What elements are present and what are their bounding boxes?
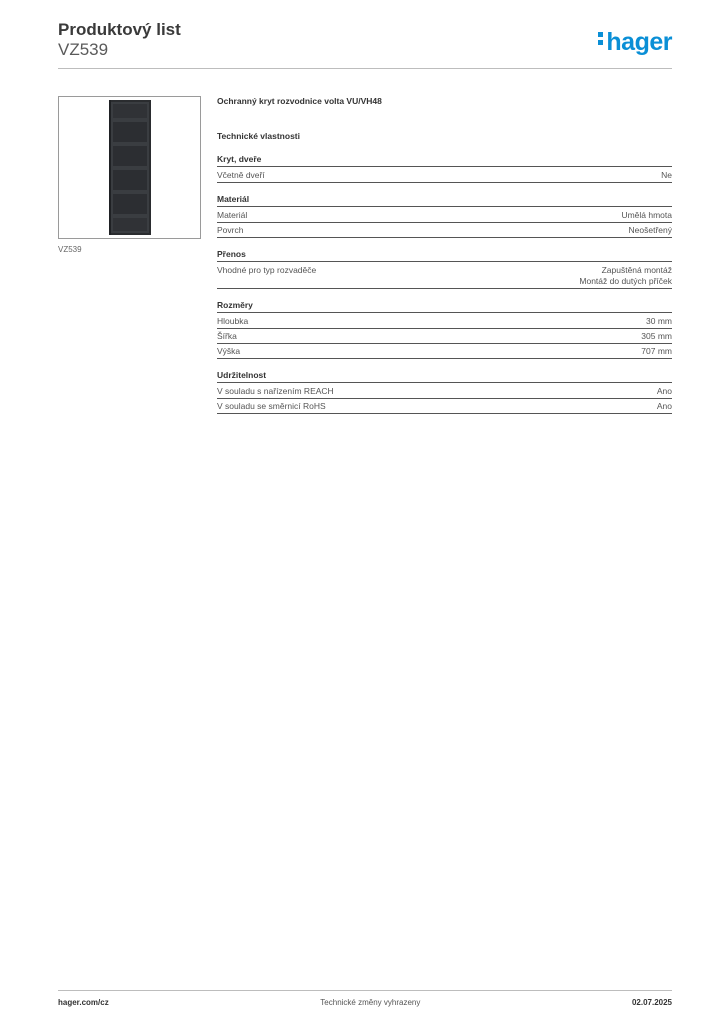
spec-value [657,401,672,412]
spec-value [661,170,672,181]
spec-row [217,168,672,183]
spec-label: Hloubka [217,316,249,326]
section-title: Přenos [217,249,672,262]
spec-section [217,370,672,414]
spec-value [579,265,672,287]
spec-label: Včetně dveří [217,170,265,180]
spec-value-line: Ano [656,386,672,396]
spec-row [217,314,672,329]
footer-date: 02.07.2025 [631,998,672,1007]
spec-row [217,399,672,414]
spec-section [217,300,672,359]
spec-row [217,344,672,359]
spec-value-line: Zapuštěná montáž [601,265,672,275]
hager-logo [598,28,672,57]
spec-value-line: Umělá hmota [621,210,672,220]
spec-label: Vhodné pro typ rozvaděče [217,265,317,275]
product-code: VZ539 [58,40,109,59]
footer-note: Technické změny vyhrazeny [320,998,421,1007]
spec-value-line: Montáž do dutých příček [579,276,672,286]
page-title: Produktový list [58,20,181,39]
spec-value-line: Neošetřený [628,225,672,235]
section-title: Materiál [217,194,672,207]
section-title: Rozměry [217,300,672,313]
spec-label: Výška [217,346,241,356]
cover-panel-image [109,100,151,235]
page-header [58,20,672,60]
page-footer [58,998,672,1007]
header-divider [58,68,672,69]
spec-sections [217,154,672,414]
spec-value [646,316,672,327]
logo-text: hager [606,28,672,56]
spec-row [217,329,672,344]
spec-row [217,263,672,289]
footer-website: hager.com/cz [58,998,109,1007]
spec-row [217,384,672,399]
section-title: Udržitelnost [217,370,672,383]
spec-value-line: 305 mm [641,331,672,341]
spec-value [641,331,672,342]
spec-label: Šířka [217,331,237,341]
spec-label: V souladu se směrnicí RoHS [217,401,326,411]
logo-dots-icon [598,29,604,48]
spec-value [629,225,672,236]
spec-section [217,194,672,238]
spec-section [217,154,672,183]
spec-content [217,96,672,425]
spec-value-line: 30 mm [646,316,672,326]
spec-label: Materiál [217,210,248,220]
spec-value [621,210,672,221]
spec-value-line: Ano [656,401,672,411]
spec-value [657,386,672,397]
footer-divider [58,990,672,991]
spec-row [217,208,672,223]
spec-row [217,223,672,238]
product-image-frame [58,96,201,239]
spec-label: V souladu s nařízením REACH [217,386,334,396]
spec-value-line: Ne [661,170,672,180]
spec-section [217,249,672,289]
section-title: Kryt, dveře [217,154,672,167]
spec-value [641,346,672,357]
technical-properties-heading: Technické vlastnosti [217,131,300,141]
product-name: Ochranný kryt rozvodnice volta VU/VH48 [217,96,382,106]
spec-label: Povrch [217,225,244,235]
image-caption: VZ539 [58,245,82,254]
spec-value-line: 707 mm [641,346,672,356]
